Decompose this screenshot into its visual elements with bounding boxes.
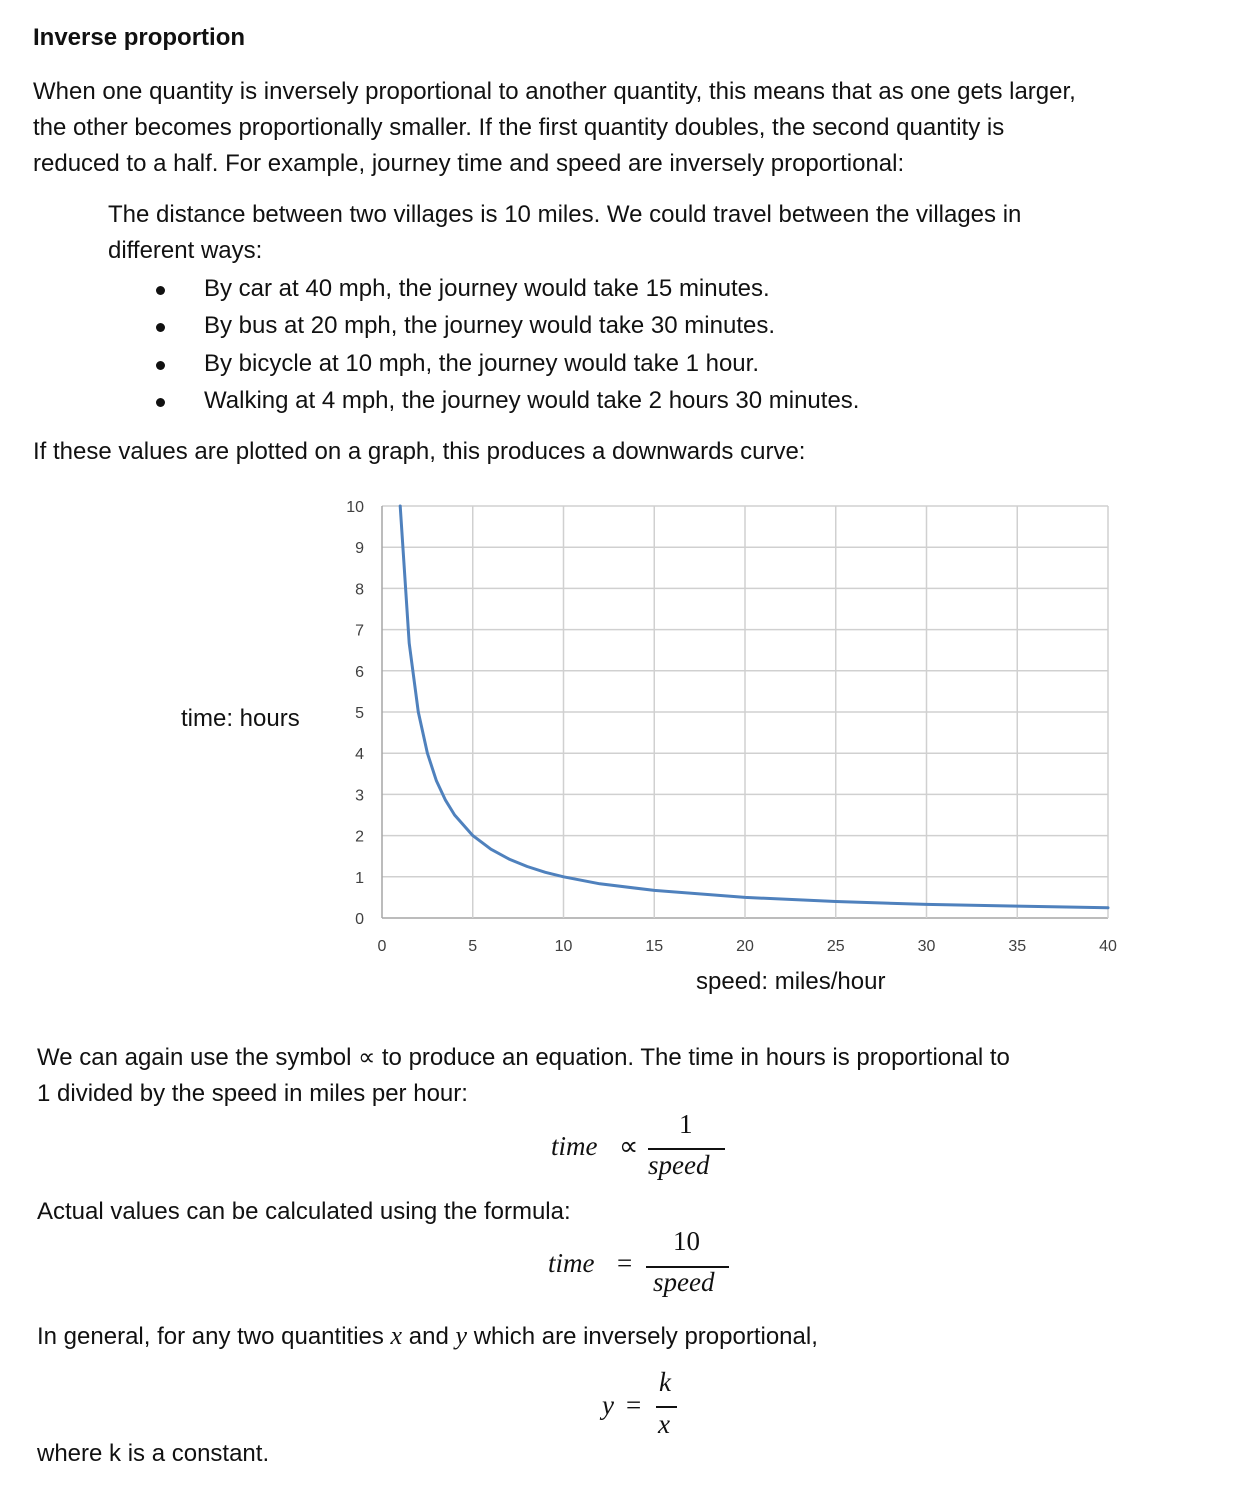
x-tick-label: 35 <box>1008 938 1027 955</box>
intro-line-3: reduced to a half. For example, journey time and speed are inversely proportional: <box>33 150 905 177</box>
inverse-proportion-chart <box>330 490 1140 960</box>
x-tick-label: 15 <box>645 938 664 955</box>
x-tick-label: 40 <box>1099 938 1117 955</box>
y-tick-label: 8 <box>355 581 364 599</box>
x-tick-label: 20 <box>736 938 754 955</box>
x-axis-label: speed: miles/hour <box>696 968 886 995</box>
general-text <box>37 1318 818 1355</box>
y-tick-label: 0 <box>355 911 364 928</box>
example-line-2: different ways: <box>108 237 263 264</box>
y-tick-label: 3 <box>355 787 364 805</box>
list-item: By car at 40 mph, the journey would take 15 minutes. <box>204 275 770 302</box>
list-item: By bus at 20 mph, the journey would take 30 minutes. <box>204 312 775 339</box>
x-tick-label: 30 <box>917 938 936 955</box>
eq2-denominator: speed <box>653 1267 715 1297</box>
proportional-line-1: We can again use the symbol ∝ to produce an equation. The time in hours is proportional to <box>37 1044 1010 1071</box>
series-line <box>400 506 1108 908</box>
eq1-lhs: time <box>551 1131 598 1161</box>
y-tick-label: 7 <box>355 622 364 640</box>
constant-text: where k is a constant. <box>37 1440 270 1467</box>
proportional-line-2: 1 divided by the speed in miles per hour: <box>37 1080 468 1107</box>
example-line-1: The distance between two villages is 10 miles. We could travel between the villages in <box>108 201 1022 228</box>
eq3-numerator: k <box>659 1367 671 1397</box>
eq2-lhs: time <box>548 1248 595 1278</box>
intro-line-2: the other becomes proportionally smaller. If the first quantity doubles, the second quantity is <box>33 114 1005 141</box>
x-tick-label: 5 <box>468 938 478 955</box>
eq1-relation: ∝ <box>619 1131 639 1161</box>
variable-x: x <box>390 1321 403 1350</box>
graph-intro: If these values are plotted on a graph, this produces a downwards curve: <box>33 438 806 465</box>
eq1-denominator: speed <box>648 1150 710 1180</box>
general-text-c: which are inversely proportional, <box>467 1323 818 1350</box>
bullet-icon <box>156 361 165 370</box>
formula-text: Actual values can be calculated using the formula: <box>37 1198 571 1225</box>
general-text-b: and <box>402 1323 456 1350</box>
y-tick-label: 5 <box>355 705 364 722</box>
x-tick-label: 0 <box>377 938 387 955</box>
y-tick-label: 6 <box>355 663 364 681</box>
eq3-relation: = <box>626 1390 642 1420</box>
list-item: By bicycle at 10 mph, the journey would take 1 hour. <box>204 350 759 377</box>
y-tick-label: 4 <box>355 746 364 764</box>
general-text-a: In general, for any two quantities <box>37 1323 391 1350</box>
y-axis-label: time: hours <box>181 705 300 732</box>
y-tick-label: 9 <box>355 540 364 558</box>
x-tick-label: 25 <box>826 938 845 955</box>
intro-line-1: When one quantity is inversely proportional to another quantity, this means that as one gets larger, <box>33 78 1076 105</box>
page-heading: Inverse proportion <box>33 24 246 51</box>
eq2-relation: = <box>617 1248 633 1278</box>
eq3-lhs: y <box>602 1390 614 1420</box>
y-tick-label: 10 <box>346 499 364 516</box>
eq3-denominator: x <box>658 1409 670 1439</box>
variable-y: y <box>455 1321 468 1350</box>
bullet-icon <box>156 323 165 332</box>
x-tick-label: 10 <box>554 938 573 955</box>
bullet-icon <box>156 398 165 407</box>
eq3-fraction-bar <box>656 1406 677 1408</box>
list-item: Walking at 4 mph, the journey would take 2 hours 30 minutes. <box>204 387 860 414</box>
y-tick-label: 2 <box>355 828 364 846</box>
y-tick-label: 1 <box>355 869 364 887</box>
eq1-numerator: 1 <box>679 1109 693 1139</box>
eq2-numerator: 10 <box>673 1226 700 1256</box>
bullet-icon <box>156 286 165 295</box>
